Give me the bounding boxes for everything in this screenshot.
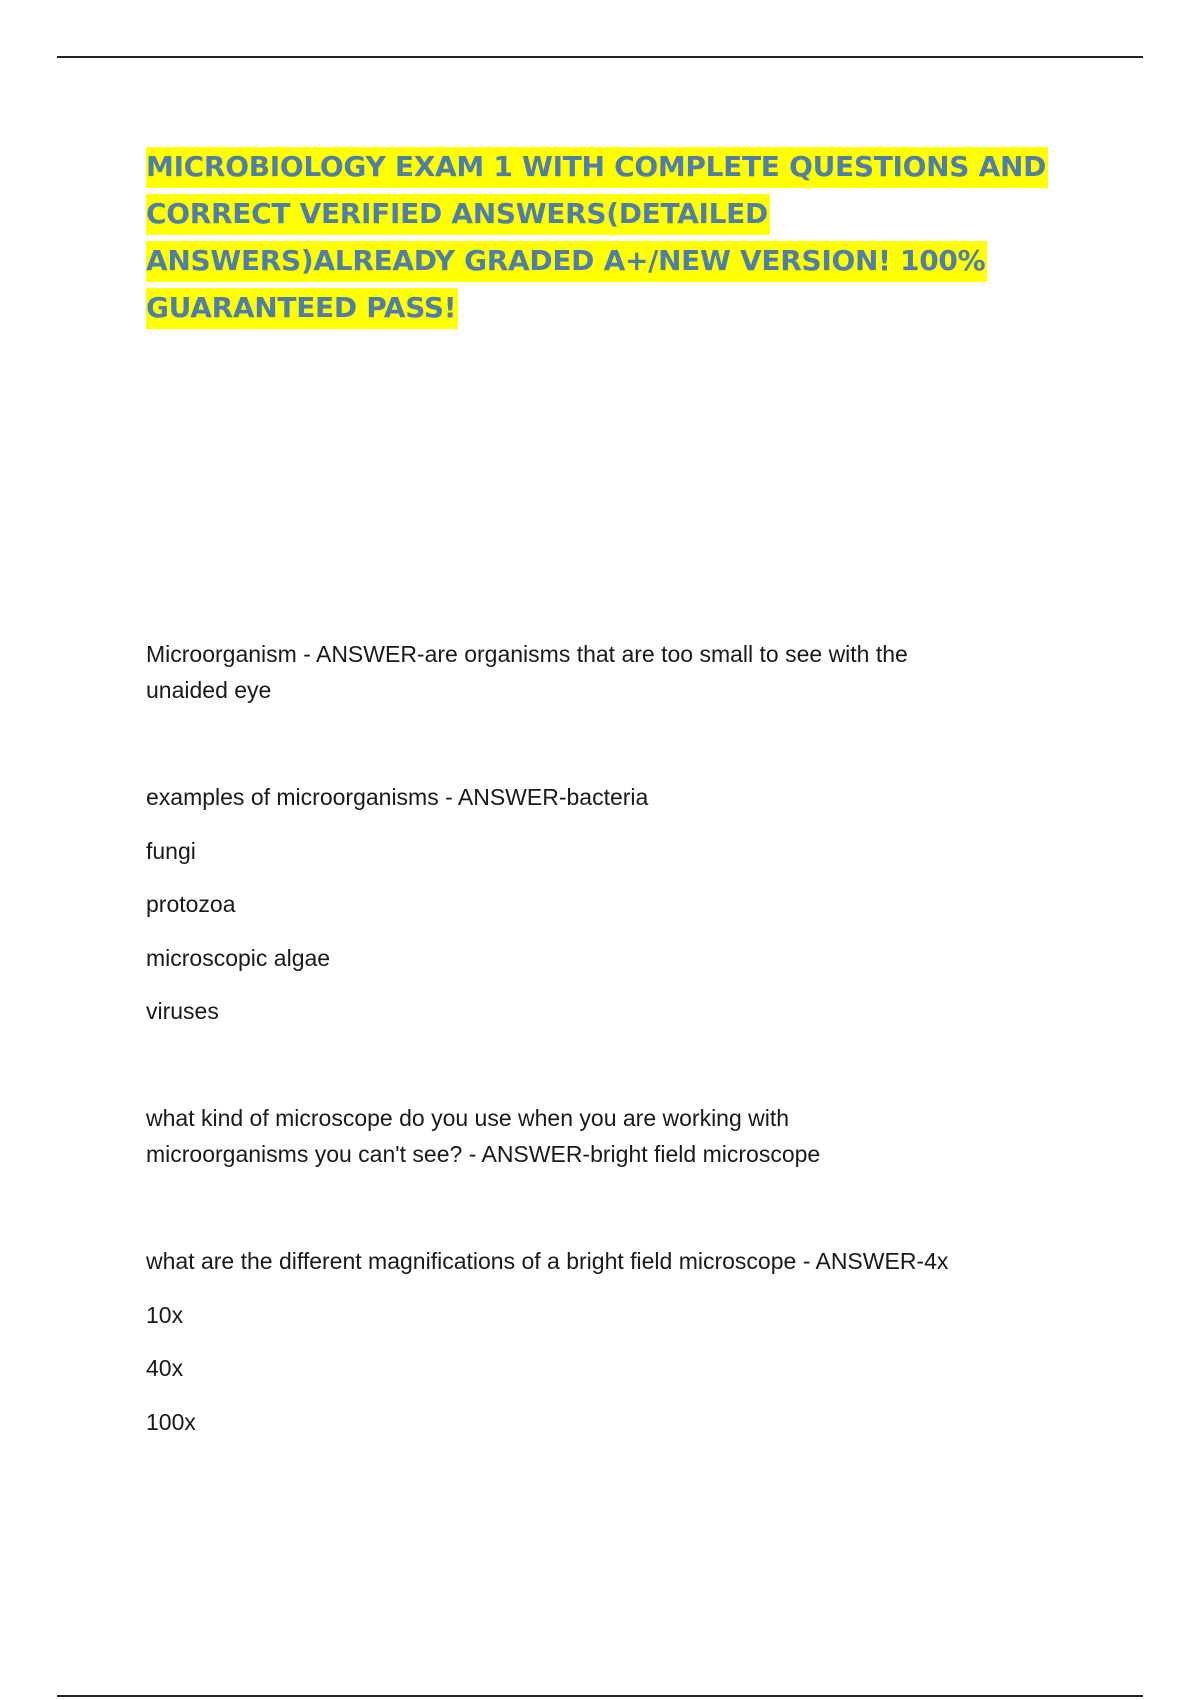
qa-2-item-protozoa: protozoa	[146, 891, 236, 917]
qa-4-item-10x: 10x	[146, 1302, 184, 1328]
qa-4-item-100x: 100x	[146, 1409, 196, 1435]
qa-1-line-1: Microorganism - ANSWER-are organisms that are too small to see with the	[146, 641, 908, 667]
top-rule	[57, 56, 1143, 58]
qa-2-question: examples of microorganisms - ANSWER-bacteria	[146, 784, 649, 810]
qa-2-item-microscopic-algae: microscopic algae	[146, 945, 331, 971]
qa-2-item-viruses: viruses	[146, 998, 219, 1024]
bottom-rule	[57, 1695, 1143, 1697]
qa-2-item-fungi: fungi	[146, 838, 196, 864]
qa-4-item-40x: 40x	[146, 1355, 184, 1381]
qa-1-line-2: unaided eye	[146, 677, 272, 703]
qa-3-line-1: what kind of microscope do you use when you are working with	[146, 1105, 790, 1131]
qa-4-question: what are the different magnifications of a bright field microscope - ANSWER-4x	[146, 1248, 949, 1274]
qa-3-line-2: microorganisms you can't see? - ANSWER-bright field microscope	[146, 1141, 821, 1167]
title-highlight: MICROBIOLOGY EXAM 1 WITH COMPLETE QUESTIONS AND CORRECT VERIFIED ANSWERS(DETAILED ANSWERS)ALREADY GRADED A+/NEW VERSION! 100% GUARANTEED PASS!	[146, 147, 1048, 329]
document-title	[146, 143, 1086, 331]
